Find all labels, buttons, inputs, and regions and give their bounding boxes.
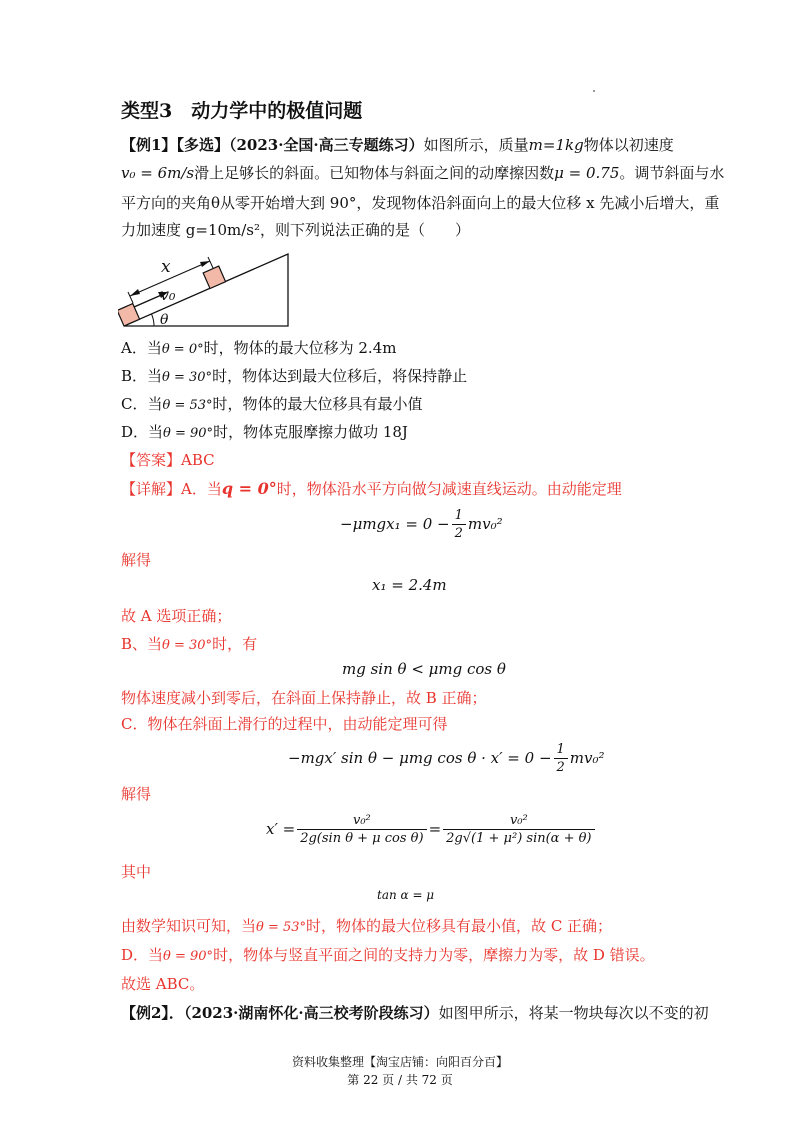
equation-1 [340,508,503,542]
eq4-den: 2 [554,758,568,776]
explain-b-condition: θ = 30° [162,638,213,653]
explain-b-intro [121,634,257,656]
option-c-letter: C．当 [121,395,163,413]
equation-2: x₁ = 2.4m [372,576,447,594]
example1-line1 [121,135,674,155]
displacement-tick-left [128,292,133,303]
page-number: 第 22 页 / 共 72 页 [347,1073,453,1087]
mu-expression: μ = 0.75 [554,164,620,182]
d-conclusion-condition: θ = 90° [163,949,214,964]
incline-diagram [118,248,298,330]
displacement-tick-right [208,257,213,268]
speck [593,90,595,92]
label-theta: θ [160,312,169,328]
option-d [121,422,408,444]
eq5-equals: = [428,820,442,838]
example2-text: 如图甲所示，将某一物块每次以不变的初 [438,1004,709,1022]
example2-source: （2023·湖南怀化·高三校考阶段练习） [183,1004,439,1022]
qizhong: 其中 [121,863,152,881]
option-b-letter: B．当 [121,367,163,385]
footer-source: 资料收集整理【淘宝店铺：向阳百分百】 [291,1055,508,1069]
option-d-text: 时，物体克服摩擦力做功 18J [213,423,408,441]
eq4-num: 1 [556,742,565,757]
option-b [121,366,467,388]
example1-text-a: 如图所示，质量 [423,136,529,154]
example1-line4: 力加速度 g=10m/s²，则下列说法正确的是（ ） [121,221,471,239]
option-a-letter: A．当 [121,339,162,357]
eq5-num1: v₀² [353,813,371,828]
eq5-den2: 2g√(1 + μ²) sin(α + θ) [443,829,594,847]
option-c-condition: θ = 53° [162,398,213,413]
c-conclusion-pre: 由数学知识可知，当 [121,917,257,935]
d-conclusion-pre: D．当 [121,946,164,964]
eq1-fraction [452,508,466,542]
eq4-fraction [554,742,568,776]
multi-select-tag: 【多选】 [176,136,229,154]
b-conclusion: 物体速度减小到零后，在斜面上保持静止，故 B 正确； [121,689,487,707]
option-c-text: 时，物体的最大位移具有最小值 [212,395,423,413]
eq5-lhs: x′ = [266,820,296,838]
label-v0: v₀ [160,285,176,304]
equation-3: mg sin θ < μmg cos θ [342,660,506,678]
option-c [121,394,423,416]
option-d-condition: θ = 90° [163,426,214,441]
final-choice: 故选 ABC。 [121,975,205,993]
eq1-left: −μmgx₁ = 0 − [340,515,450,533]
example-tag: 【例1】 [121,136,177,154]
c-conclusion-rest: 时，物体的最大位移具有最小值，故 C 正确； [306,917,613,935]
eq5-fraction-2 [443,813,594,847]
eq4-left: −mgx′ sin θ − μmg cos θ · x′ = 0 − [288,749,552,767]
incline-triangle [124,254,288,326]
option-a [121,338,396,360]
explain-a-intro [121,479,622,499]
c-conclusion-condition: θ = 53° [256,920,307,935]
d-conclusion [121,945,655,967]
c-conclusion [121,916,612,938]
explain-b-rest: 时，有 [212,635,258,653]
example1-line2 [121,163,724,183]
section-title: 类型3 动力学中的极值问题 [121,100,363,122]
eq1-num: 1 [454,508,463,523]
eq1-den: 2 [452,524,466,542]
option-b-text: 时，物体达到最大位移后，将保持静止 [212,367,468,385]
option-b-condition: θ = 30° [162,370,213,385]
jiede-2: 解得 [121,785,152,803]
example2-line1 [121,1003,709,1023]
eq4-right: mv₀² [569,749,605,767]
example2-tag: 【例2】． [121,1004,184,1022]
eq5-num2: v₀² [509,813,528,828]
explain-b-text: B、当 [121,635,163,653]
example1-text-d: 。调节斜面与水 [619,164,725,182]
answer: 【答案】ABC [121,451,215,469]
explain-a-condition: q = 0° [221,479,277,498]
option-d-letter: D．当 [121,423,164,441]
example1-text-b: 物体以初速度 [583,136,674,154]
example1-text-c: 滑上足够长的斜面。已知物体与斜面之间的动摩擦因数 [194,164,555,182]
eq1-right: mv₀² [467,515,503,533]
explain-a-rest: 时，物体沿水平方向做匀减速直线运动。由动能定理 [276,480,622,498]
equation-6: tan α = μ [377,888,435,902]
label-x: x [161,257,171,277]
eq5-fraction-1 [297,813,426,847]
v0-expression: v₀ = 6m/s [121,164,195,182]
equation-5 [266,813,597,847]
explain-c-intro: C．物体在斜面上滑行的过程中，由动能定理可得 [121,715,448,733]
a-conclusion: 故 A 选项正确； [121,607,232,625]
jiede-1: 解得 [121,551,152,569]
eq5-den1: 2g(sin θ + μ cos θ) [297,829,426,847]
option-a-condition: θ = 0° [161,342,204,357]
example1-line3: 平方向的夹角θ从零开始增大到 90°，发现物体沿斜面向上的最大位移 x 先减小后增大，重 [121,194,720,212]
explain-a-text: 【详解】A．当 [121,480,222,498]
mass-value: m=1kg [528,136,584,154]
equation-4 [288,742,605,776]
option-a-text: 时，物体的最大位移为 2.4m [203,339,397,357]
example-source: （2023·全国·高三专题练习） [228,136,424,154]
d-conclusion-rest: 时，物体与竖直平面之间的支持力为零，摩擦力为零，故 D 错误。 [213,946,655,964]
